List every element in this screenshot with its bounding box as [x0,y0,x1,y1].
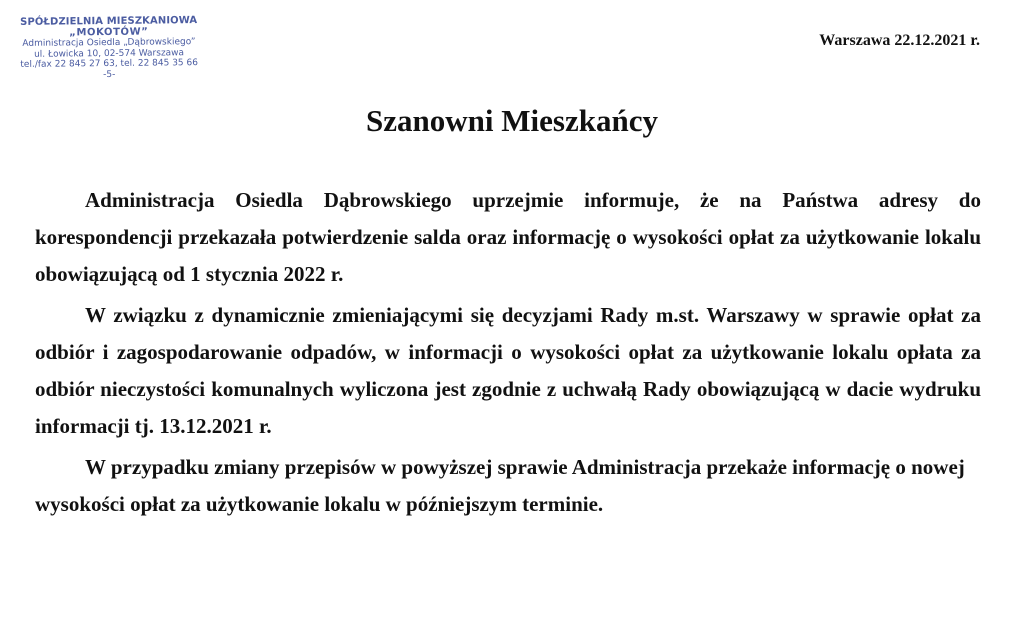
page-title: Szanowni Mieszkańcy [366,103,658,138]
stamp-line-phone: tel./fax 22 845 27 63, tel. 22 845 35 66 [20,58,198,70]
letter-body [35,182,981,527]
stamp-line-name: „MOKOTÓW” [69,26,149,38]
paragraph-1: Administracja Osiedla Dąbrowskiego uprzejmie informuje, że na Państwa adresy do korespondencji przekazała potwierdzenie salda oraz informację o wysokości opłat za użytkowanie lokalu obowiązującą od 1 stycznia 2022 r. [35,188,981,286]
stamp-line-administration: Administracja Osiedla „Dąbrowskiego” [22,37,196,49]
stamp-line-organization: SPÓŁDZIELNIA MIESZKANIOWA [20,15,198,28]
organization-stamp [16,16,203,81]
stamp-line-address: ul. Łowicka 10, 02-574 Warszawa [34,47,185,60]
paragraph-2: W związku z dynamicznie zmieniającymi się decyzjami Rady m.st. Warszawy w sprawie opłat za odbiór i zagospodarowanie odpadów, w informacji o wysokości opłat za użytkowanie lokalu opłata za odbiór nieczystości komunalnych wyliczona jest zgodnie z uchwałą Rady obowiązującą w dacie wydruku informacji tj. 13.12.2021 r. [35,303,981,438]
paragraph-3: W przypadku zmiany przepisów w powyższej sprawie Administracja przekaże informację o nowej wysokości opłat za użytkowanie lokalu w późniejszym terminie. [35,455,965,516]
stamp-line-number: -5- [103,69,116,80]
document-date: Warszawa 22.12.2021 r. [819,32,980,49]
